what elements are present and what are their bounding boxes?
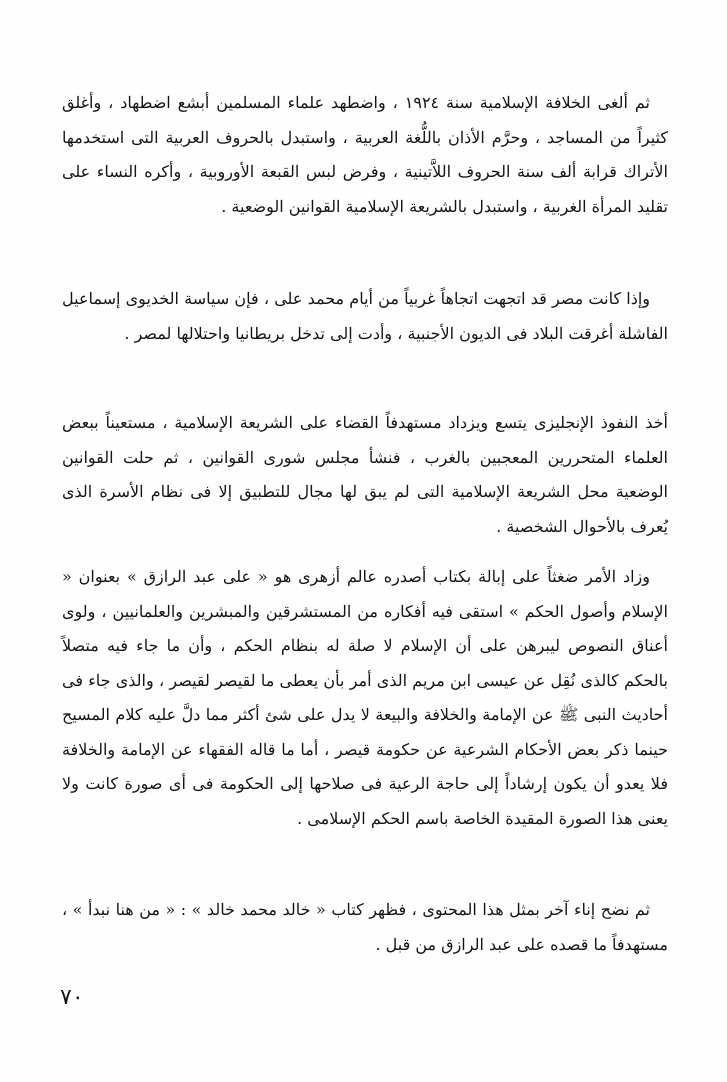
paragraph-text: وزاد الأمر ضغثاً على إبالة بكتاب أصدره عالم أزهرى هو « على عبد الرازق » بعنوان « الإسلام وأصول الحكم » استقى فيه أفكاره من المستشرقين والمبشرين والعلمانيين ، ولوى أعناق النصوص ليبرهن على أن الإسلام لا صلة له بنظام الحكم ، وأن ما جاء فيه متصلاً بالحكم كالذى نُقِل عن عيسى ابن مريم الذى أمر بأن يعطى ما لقيصر لقيصر ، والذى جاء فى أحاديث النبى ﷺ عن الإمامة والخلافة والبيعة لا يدل على شئ أكثر مما دلَّ عليه كلام المسيح حينما ذكر بعض الأحكام الشرعية عن حكومة قيصر ، أما ما قاله الفقهاء عن الإمامة والخلافة فلا يعدو أن يكون إرشاداً إلى حاجة الرعية فى صلاحها إلى الحكومة فى أى صورة كانت ولا يعنى هذا الصورة المقيدة الخاصة باسم الحكم الإسلامى . <box>62 567 668 828</box>
paragraph-text: وإذا كانت مصر قد اتجهت اتجاهاً غربياً من أيام محمد على ، فإن سياسة الخديوى إسماعيل الفاشلة أغرقت البلاد فى الديون الأجنبية ، وأدت إلى تدخل بريطانيا واحتلالها لمصر . <box>62 289 668 343</box>
paragraph-english-influence <box>62 406 668 544</box>
paragraph-abdel-razek-book <box>62 560 668 836</box>
paragraph-text: ثم نضح إناء آخر بمثل هذا المحتوى ، فظهر كتاب « خالد محمد خالد » : « من هنا نبدأ » ، مستهدفاً ما قصده على عبد الرازق من قبل . <box>62 900 668 954</box>
paragraph-text: ثم ألغى الخلافة الإسلامية سنة ١٩٢٤ ، واضطهد علماء المسلمين أبشع اضطهاد ، وأغلق كثيراً من المساجد ، وحرَّم الأذان باللُّغة العربية ، واستبدل بالحروف العربية التى استخدمها الأتراك قرابة ألف سنة الحروف اللاَّتينية ، وفرض لبس القبعة الأوروبية ، وأكره النساء على تقليد المرأة الغربية ، واستبدل بالشريعة الإسلامية القوانين الوضعية . <box>62 93 668 216</box>
paragraph-egypt-west <box>62 282 668 351</box>
page-number: ٧٠ <box>60 985 84 1010</box>
paragraph-text: أخذ النفوذ الإنجليزى يتسع ويزداد مستهدفاً القضاء على الشريعة الإسلامية ، مستعيناً ببعض العلماء المتحررين المعجبين بالغرب ، فنشأ مجلس شورى القوانين ، ثم حلت القوانين الوضعية محل الشريعة الإسلامية التى لم يبق لها مجال للتطبيق إلا فى نظام الأسرة الذى يُعرف بالأحوال الشخصية . <box>62 413 668 536</box>
paragraph-abolition-caliphate <box>62 86 668 224</box>
paragraph-khaled-book <box>62 893 668 962</box>
